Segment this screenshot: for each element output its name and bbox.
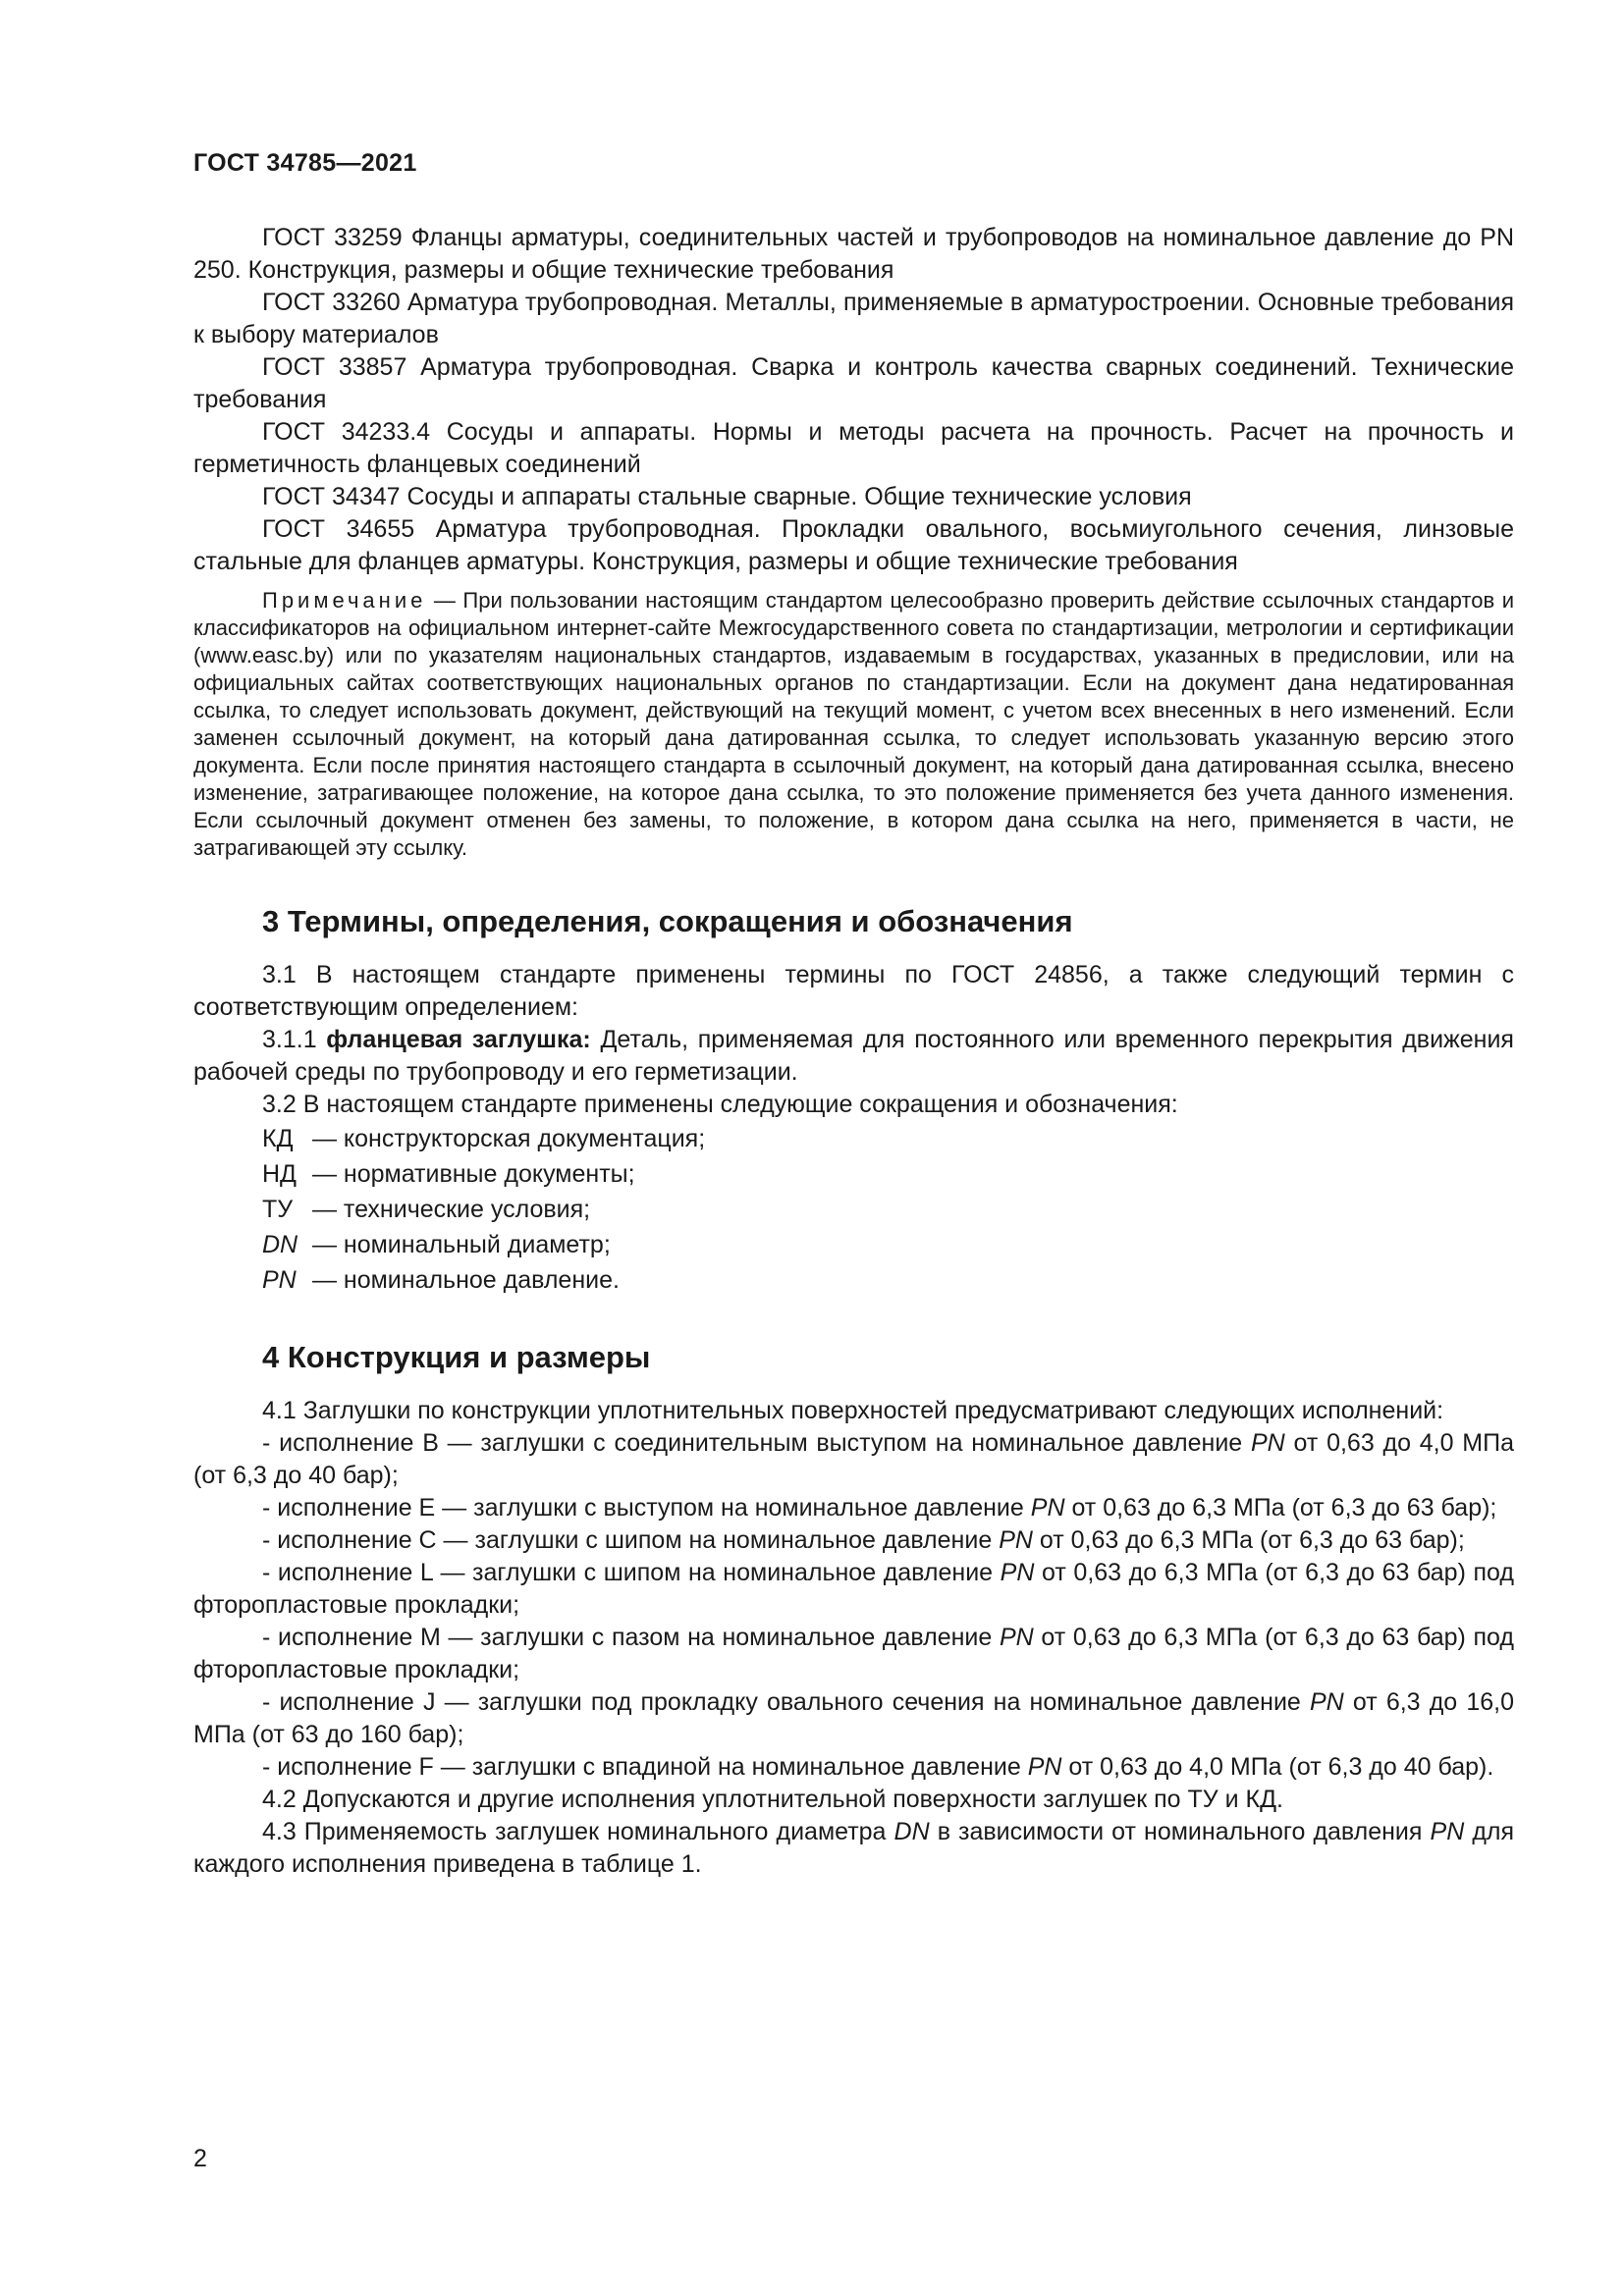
reference-text: ГОСТ 34655 Арматура трубопроводная. Прокладки овального, восьмиугольного сечения, линзовые стальные для фланцев арматуры. Конструкция, размеры и общие технические требования <box>193 515 1514 575</box>
abbreviation-desc: — номинальное давление. <box>311 1266 620 1294</box>
reference-text: ГОСТ 33857 Арматура трубопроводная. Сварка и контроль качества сварных соединений. Технические требования <box>193 353 1514 413</box>
abbreviation-code: КД <box>262 1125 294 1152</box>
clause-text: в зависимости от номинального давления <box>937 1818 1423 1845</box>
reference-item <box>193 351 1514 416</box>
variant-item <box>193 1622 1514 1686</box>
abbreviation-code: ТУ <box>262 1196 294 1223</box>
variant-range: от 0,63 до 6,3 МПа (от 6,3 до 63 бар) под фторопластовые прокладки; <box>193 1624 1515 1683</box>
clause-3-2: 3.2 В настоящем стандарте применены следующие сокращения и обозначения: <box>262 1091 1178 1118</box>
section-4-heading: 4 Конструкция и размеры <box>262 1340 651 1374</box>
clause-3-1: 3.1 В настоящем стандарте применены термины по ГОСТ 24856, а также следующий термин с соответствующим определением: <box>193 961 1514 1021</box>
document-body <box>193 222 1514 1881</box>
reference-item <box>193 513 1514 578</box>
abbreviation-desc: — номинальный диаметр; <box>311 1231 611 1258</box>
abbreviation-item <box>193 1227 1514 1262</box>
abbreviation-item <box>193 1121 1514 1156</box>
variant-pn: PN <box>1309 1688 1344 1716</box>
variant-text: - исполнение E — заглушки с выступом на номинальное давление <box>262 1494 1024 1522</box>
variant-pn: PN <box>1000 1559 1035 1586</box>
clause-number: 3.1.1 <box>262 1026 317 1053</box>
clause-text: для каждого исполнения приведена в таблице 1. <box>193 1818 1515 1878</box>
variant-text: - исполнение M — заглушки с пазом на номинальное давление <box>262 1624 993 1651</box>
abbreviation-code: PN <box>262 1266 297 1294</box>
variant-range: от 6,3 до 16,0 МПа (от 63 до 160 бар); <box>193 1688 1515 1748</box>
variant-item <box>193 1492 1514 1524</box>
abbreviation-item <box>193 1262 1514 1298</box>
abbreviation-desc: — конструкторская документация; <box>311 1125 706 1152</box>
clause-3-1-1 <box>193 1024 1514 1089</box>
variant-item <box>193 1686 1514 1751</box>
clause-pn: PN <box>1430 1818 1465 1845</box>
variant-item <box>193 1427 1514 1492</box>
reference-item <box>193 222 1514 287</box>
note-label: Примечание <box>262 588 427 613</box>
note-paragraph <box>193 587 1514 862</box>
clause-4-1: 4.1 Заглушки по конструкции уплотнительных поверхностей предусматривают следующих исполнений: <box>262 1397 1444 1424</box>
clause-dn: DN <box>893 1818 930 1845</box>
variant-text: - исполнение J — заглушки под прокладку овального сечения на номинальное давление <box>262 1688 1301 1716</box>
clause-4-2: 4.2 Допускаются и другие исполнения уплотнительной поверхности заглушек по ТУ и КД. <box>262 1786 1283 1813</box>
note-text: — При пользовании настоящим стандартом целесообразно проверить действие ссылочных стандартов и классификаторов на официальном интернет-сайте Межгосударственного совета по стандартизации, метрологии и сертификации (www.easc.by) или по указателям национальных стандартов, издаваемым в государствах, указанных в предисловии, или на официальных сайтах соответствующих национальных органов по стандартизации. Если на документ дана недатированная ссылка, то следует использовать документ, действующий на текущий момент, с учетом всех внесенных в него изменений. Если заменен ссылочный документ, на который дана датированная ссылка, то следует использовать указанную версию этого документа. Если после принятия настоящего стандарта в ссылочный документ, на который дана датированная ссылка, внесено изменение, затрагивающее положение, на которое дана ссылка, то это положение применяется без учета данного изменения. Если ссылочный документ отменен без замены, то положение, в котором дана ссылка на него, применяется в части, не затрагивающей эту ссылку. <box>193 588 1514 860</box>
variant-pn: PN <box>1030 1494 1065 1522</box>
variant-range: от 0,63 до 4,0 МПа (от 6,3 до 40 бар); <box>193 1429 1514 1489</box>
document-header: ГОСТ 34785—2021 <box>193 149 417 177</box>
variant-pn: PN <box>999 1624 1034 1651</box>
term: фланцевая заглушка: <box>326 1026 591 1053</box>
abbreviation-code: НД <box>262 1160 297 1188</box>
variant-item <box>193 1524 1514 1557</box>
reference-text: ГОСТ 33260 Арматура трубопроводная. Металлы, применяемые в арматуростроении. Основные требования к выбору материалов <box>193 289 1514 348</box>
variant-pn: PN <box>999 1526 1033 1554</box>
variant-text: - исполнение C — заглушки с шипом на номинальное давление <box>262 1526 993 1554</box>
abbreviation-item <box>193 1156 1514 1192</box>
term-definition: Деталь, применяемая для постоянного или временного перекрытия движения рабочей среды по трубопроводу и его герметизации. <box>193 1026 1514 1086</box>
reference-item <box>193 287 1514 351</box>
page-number: 2 <box>193 2145 207 2172</box>
abbreviation-item <box>193 1192 1514 1227</box>
reference-text: ГОСТ 34347 Сосуды и аппараты стальные сварные. Общие технические условия <box>262 483 1192 510</box>
variant-range: от 0,63 до 6,3 МПа (от 6,3 до 63 бар); <box>1039 1526 1465 1554</box>
variant-item <box>193 1557 1514 1622</box>
clause-text: 4.3 Применяемость заглушек номинального диаметра <box>262 1818 887 1845</box>
variant-pn: PN <box>1027 1753 1062 1781</box>
variant-range: от 0,63 до 6,3 МПа (от 6,3 до 63 бар); <box>1071 1494 1497 1522</box>
reference-item <box>193 481 1514 513</box>
variant-pn: PN <box>1250 1429 1285 1457</box>
variant-text: - исполнение L — заглушки с шипом на номинальное давление <box>262 1559 994 1586</box>
variant-text: - исполнение B — заглушки с соединительным выступом на номинальное давление <box>262 1429 1243 1457</box>
variant-text: - исполнение F — заглушки с впадиной на номинальное давление <box>262 1753 1021 1781</box>
variant-range: от 0,63 до 4,0 МПа (от 6,3 до 40 бар). <box>1068 1753 1494 1781</box>
reference-item <box>193 416 1514 481</box>
abbreviation-desc: — технические условия; <box>311 1196 591 1223</box>
clause-4-3 <box>193 1816 1514 1881</box>
reference-text: ГОСТ 34233.4 Сосуды и аппараты. Нормы и методы расчета на прочность. Расчет на прочность и герметичность фланцевых соединений <box>193 418 1514 478</box>
abbreviation-desc: — нормативные документы; <box>311 1160 635 1188</box>
variant-item <box>193 1751 1514 1784</box>
abbreviation-code: DN <box>262 1231 298 1258</box>
reference-text: ГОСТ 33259 Фланцы арматуры, соединительных частей и трубопроводов на номинальное давление до PN 250. Конструкция, размеры и общие технические требования <box>193 224 1514 284</box>
section-3-heading: 3 Термины, определения, сокращения и обозначения <box>262 904 1073 938</box>
variant-range: от 0,63 до 6,3 МПа (от 6,3 до 63 бар) под фторопластовые прокладки; <box>193 1559 1514 1619</box>
